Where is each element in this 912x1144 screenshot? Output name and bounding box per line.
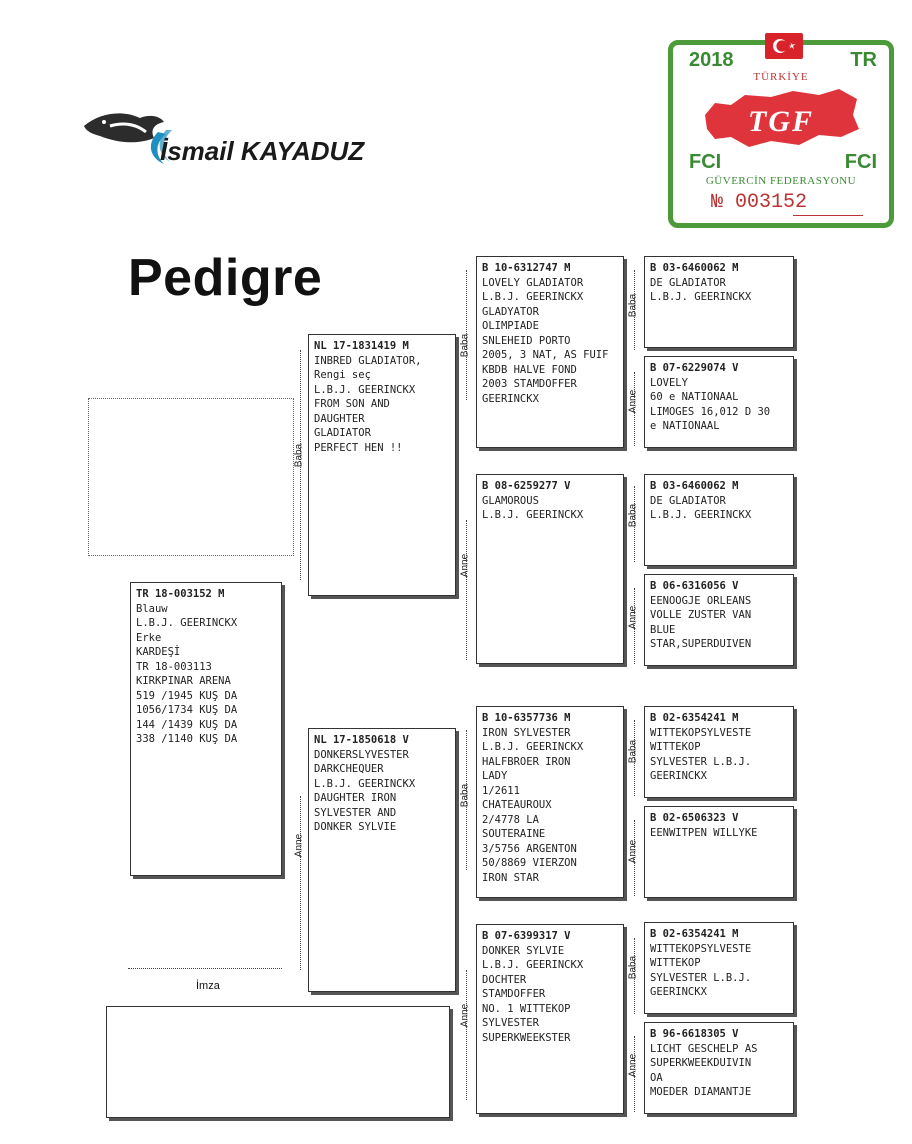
text-line: L.B.J. GEERINCKX [314,777,416,790]
text-line: 519 /1945 KUŞ DA [136,689,238,702]
text-line: OLIMPIADE [482,320,539,332]
stamp-year: 2018 [689,49,734,71]
text-line: SOUTERAINE [482,828,546,840]
text-line: INBRED GLADIATOR, [314,354,422,367]
great-grandparent-box [644,474,794,566]
text-line: MOEDER DIAMANTJE [650,1086,752,1098]
text-line: WITTEKOPSYLVESTE [650,726,752,739]
stamp-fci-right: FCI [844,151,877,173]
text-line: WITTEKOP [650,741,701,753]
logo-name: İsmail KAYADUZ [160,136,365,166]
text-line: GLADIATOR [314,427,371,439]
great-grandparent-box [644,574,794,666]
text-line: e NATIONAAL [650,420,720,432]
grandparent-box [476,474,624,664]
text-line: SUPERKWEEKSTER [482,1031,571,1044]
stamp-number: № 003152 [711,191,808,214]
dam-box [308,728,456,992]
label-anne: Anne [459,1003,471,1028]
page-title: Pedigre [128,249,323,307]
text-line: STAMDOFFER [482,988,546,1000]
stamp-country-code: TR [850,49,877,71]
tgf-stamp [668,40,894,228]
text-line: DE GLADIATOR [650,494,726,507]
text-line: 3/5756 ARGENTON [482,842,577,855]
text-line: DAUGHTER [314,412,365,425]
ring-number: NL 17-1831419 M [314,340,409,352]
ring-number: B 02-6354241 M [650,712,739,724]
ring-number: B 07-6399317 V [482,930,571,942]
text-line: L.B.J. GEERINCKX [650,291,752,303]
text-line: DARKCHEQUER [314,763,384,775]
text-line: L.B.J. GEERINCKX [314,383,416,396]
text-line: SYLVESTER L.B.J. [650,971,752,984]
ring-number: B 02-6354241 M [650,928,739,940]
ring-number: B 10-6357736 M [482,712,571,724]
ring-number: NL 17-1850618 V [314,734,409,746]
grandparent-box [476,256,624,448]
label-anne: Anne [627,389,639,414]
stamp-fci-left: FCI [689,151,722,173]
text-line: 338 /1140 KUŞ DA [136,733,238,745]
text-line: GEERINCKX [650,770,707,782]
text-line: GEERINCKX [482,392,539,405]
grandparent-box [476,924,624,1114]
stamp-federation: GÜVERCİN FEDERASYONU [705,175,857,187]
text-line: IRON SYLVESTER [482,726,571,739]
ring-number: B 06-6316056 V [650,580,739,592]
great-grandparent-box [644,922,794,1014]
text-line: FROM SON AND [314,398,390,410]
text-line: EENOOGJE ORLEANS [650,594,752,607]
text-line: GLAMOROUS [482,494,539,507]
text-line: IRON STAR [482,871,539,884]
text-line: SNLEHEID PORTO [482,334,571,347]
text-line: 144 /1439 KUŞ DA [136,718,238,731]
label-baba: Baba [459,333,471,358]
logo [80,104,420,174]
turkish-flag-icon [765,33,803,59]
text-line: LICHT GESCHELP AS [650,1042,758,1055]
text-line: L.B.J. GEERINCKX [482,291,584,303]
stamp-org: TGF [748,105,814,138]
text-line: STAR,SUPERDUIVEN [650,638,752,650]
ring-number: B 03-6460062 M [650,480,739,492]
ring-number: B 96-6618305 V [650,1028,739,1040]
text-line: Rengi seç [314,369,371,381]
connector-gp2 [466,520,467,660]
ring-number: B 02-6506323 V [650,812,739,824]
great-grandparent-box [644,806,794,898]
text-line: 2/4778 LA [482,813,539,826]
label-baba: Baba [627,503,639,528]
label-baba: Baba [293,443,305,468]
text-line: KIRKPINAR ARENA [136,675,231,687]
great-grandparent-box [644,1022,794,1114]
text-line: LOVELY [650,376,688,389]
connector-dam [300,796,301,970]
label-baba: Baba [627,955,639,980]
text-line: EENWITPEN WILLYKE [650,826,758,839]
text-line: DONKER SYLVIE [482,944,565,957]
text-line: DAUGHTER IRON [314,792,397,804]
label-anne: Anne [459,553,471,578]
text-line: L.B.J. GEERINCKX [650,509,752,521]
ring-number: B 07-6229074 V [650,362,739,374]
pedigree-subject-box [130,582,282,876]
text-line: BLUE [650,623,676,636]
text-line: VOLLE ZUSTER VAN [650,609,752,621]
signature-line [128,968,282,969]
text-line: Erke [136,631,162,644]
text-line: DE GLADIATOR [650,276,726,289]
text-line: L.B.J. GEERINCKX [482,959,584,971]
label-anne: Anne [627,839,639,864]
stamp-country: TÜRKİYE [753,71,809,83]
text-line: TR 18-003113 [136,660,212,673]
great-grandparent-box [644,706,794,798]
label-baba: Baba [459,783,471,808]
label-anne: Anne [627,1053,639,1078]
text-line: LADY [482,770,508,782]
ring-number: B 08-6259277 V [482,480,571,492]
text-line: KBDB HALVE FOND [482,363,577,376]
text-line: L.B.J. GEERINCKX [482,741,584,753]
ring-number: B 03-6460062 M [650,262,739,274]
text-line: LOVELY GLADIATOR [482,276,584,289]
ring-number: TR 18-003152 M [136,588,225,600]
text-line: SYLVESTER L.B.J. [650,755,752,768]
text-line: Blauw [136,602,168,615]
text-line: HALFBROER IRON [482,755,571,768]
text-line: 1056/1734 KUŞ DA [136,704,238,716]
text-line: L.B.J. GEERINCKX [482,509,584,521]
text-line: NO. 1 WITTEKOP [482,1002,571,1015]
label-baba: Baba [627,293,639,318]
text-line: KARDEŞİ [136,646,181,658]
text-line: SUPERKWEEKDUIVIN [650,1057,752,1069]
label-anne: Anne [627,605,639,630]
stamp-underline [793,215,863,216]
text-line: PERFECT HEN !! [314,441,403,454]
text-line: DOCHTER [482,973,527,986]
signature-box [106,1006,450,1118]
text-line: WITTEKOPSYLVESTE [650,942,752,955]
label-baba: Baba [627,739,639,764]
text-line: WITTEKOP [650,957,701,969]
text-line: GEERINCKX [650,986,707,998]
photo-placeholder [88,398,294,556]
text-line: SYLVESTER [482,1017,539,1029]
text-line: L.B.J. GEERINCKX [136,617,238,629]
signature-label: İmza [196,980,220,992]
text-line: 1/2611 [482,784,520,797]
text-line: 60 e NATIONAAL [650,391,739,403]
text-line: OA [650,1071,663,1084]
great-grandparent-box [644,256,794,348]
text-line: GLADYATOR [482,305,539,318]
ring-number: B 10-6312747 M [482,262,571,274]
sire-box [308,334,456,596]
text-line: CHATEAUROUX [482,799,552,811]
text-line: 50/8869 VIERZON [482,857,577,869]
grandparent-box [476,706,624,898]
text-line: DONKERSLYVESTER [314,748,409,761]
text-line: DONKER SYLVIE [314,821,397,833]
great-grandparent-box [644,356,794,448]
text-line: 2005, 3 NAT, AS FUIF [482,349,609,361]
text-line: SYLVESTER AND [314,806,397,819]
text-line: 2003 STAMDOFFER [482,378,577,390]
label-anne: Anne [293,833,305,858]
text-line: LIMOGES 16,012 D 30 [650,405,771,418]
